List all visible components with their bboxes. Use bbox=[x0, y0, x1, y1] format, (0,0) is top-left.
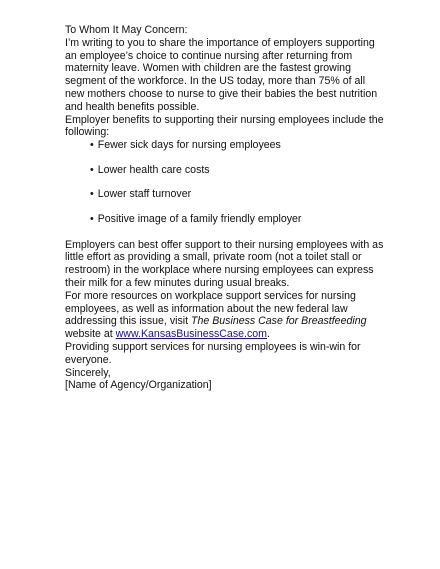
resources-text: For more resources on workplace support services for nursing employees, as well as information about the new federal law addressing this issue, visit bbox=[65, 289, 356, 328]
intro-paragraph: I’m writing to you to share the importance of employers supporting an employee’s choice to continue nursing after returning from maternity leave. Women with children are the fastest growing segment of the workforce. In the US today, more than 75% of all new mothers choose to nurse to give their babies the best nutrition and health benefits possible. bbox=[65, 36, 378, 113]
support-paragraph: Employers can best offer support to their nursing employees with as little effort as providing a small, private room (not a toilet stall or restroom) in the workplace where nursing employees can express their milk for a few minutes during usual breaks. bbox=[65, 238, 384, 289]
resources-paragraph bbox=[65, 290, 385, 341]
benefits-list bbox=[65, 139, 385, 226]
benefits-intro: Employer benefits to supporting their nursing employees include the following: bbox=[65, 113, 384, 139]
bullet-icon: • bbox=[90, 188, 94, 201]
salutation: To Whom It May Concern: bbox=[65, 24, 188, 36]
list-item bbox=[90, 213, 385, 226]
resources-title: The Business Case for Breastfeeding bbox=[191, 315, 367, 328]
resources-website-prefix: website at bbox=[65, 328, 116, 341]
benefit-text: Lower health care costs bbox=[97, 163, 210, 176]
win-win-paragraph: Providing support services for nursing employees is win-win for everyone. bbox=[65, 340, 361, 366]
list-item bbox=[90, 164, 385, 177]
closing: Sincerely, bbox=[65, 366, 111, 379]
benefit-text: Lower staff turnover bbox=[97, 188, 192, 201]
resources-end: . bbox=[266, 328, 270, 341]
benefit-text: Fewer sick days for nursing employees bbox=[97, 139, 281, 152]
benefit-text: Positive image of a family friendly employer bbox=[97, 212, 302, 225]
website-link[interactable]: www.KansasBusinessCase.com bbox=[115, 328, 267, 341]
list-item bbox=[90, 139, 385, 152]
bullet-icon: • bbox=[90, 163, 94, 176]
letter-body bbox=[65, 24, 385, 392]
list-item bbox=[90, 188, 385, 201]
bullet-icon: • bbox=[90, 139, 94, 152]
bullet-icon: • bbox=[90, 212, 94, 225]
signature: [Name of Agency/Organization] bbox=[65, 379, 212, 392]
